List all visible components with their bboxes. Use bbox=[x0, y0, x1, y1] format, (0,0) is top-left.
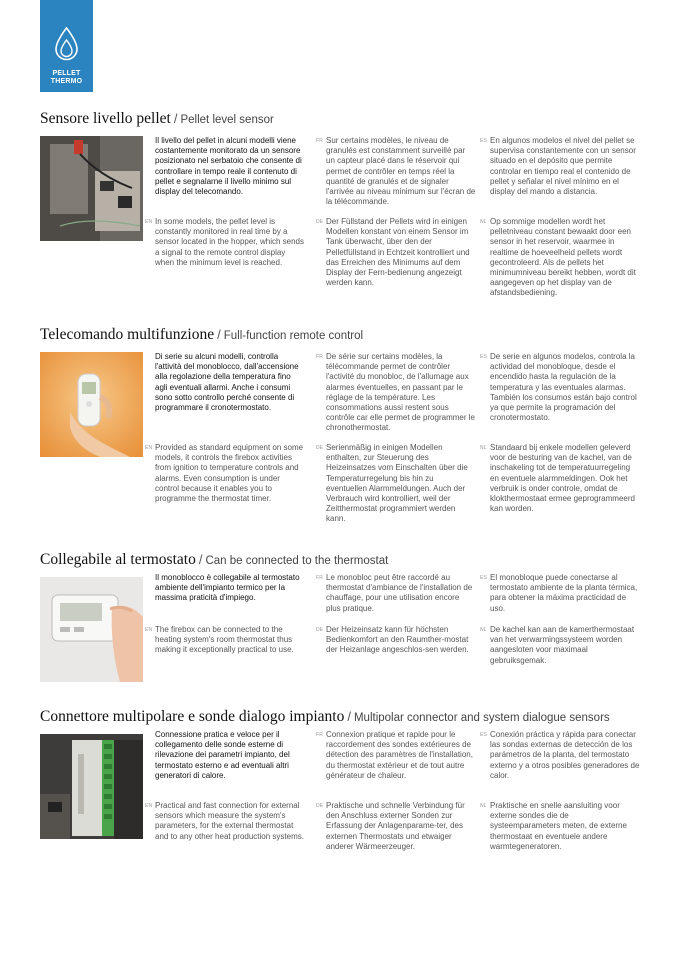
section-title bbox=[40, 708, 610, 726]
lang-code-nl: NL bbox=[480, 219, 487, 225]
text-german bbox=[316, 443, 476, 525]
text-italian: Di serie su alcuni modelli, controlla l'attività del monoblocco, dall'accensione alla regolazione della temperatura fino agli eventuali allarmi. Anche i consumi sono sotto controllo perché consente di programmare il cronotermostato. bbox=[155, 352, 299, 413]
lang-code-en: EN bbox=[145, 219, 153, 225]
text-spanish-body: Conexión práctica y rápida para conectar las sondas externas de detección de los parámetros de la planta, del termostato externo y a otros posibles generadores de calor. bbox=[490, 730, 640, 780]
pellet-sensor-photo bbox=[40, 136, 143, 241]
text-dutch-body: Op sommige modellen wordt het pelletniveau constant bewaakt door een sensor in het reservoir, waarmee in realtime de hoeveelheid pellets wordt gecontroleerd. Als de pellets het minimumniveau bereikt hebben, wordt dit aangegeven op het display van de afstandsbediening. bbox=[490, 217, 636, 298]
wall-thermostat-photo bbox=[40, 577, 143, 682]
title-italian: Sensore livello pellet bbox=[40, 110, 171, 127]
lang-code-fr: FR bbox=[316, 732, 324, 738]
text-dutch-body: Praktische en snelle aansluiting voor externe sondes die de systeemparameters meten, de externe thermostaat en eventuele andere warmtegeneratoren. bbox=[490, 801, 627, 851]
text-english bbox=[145, 801, 305, 842]
lang-code-de: DE bbox=[316, 445, 324, 451]
text-spanish bbox=[480, 136, 640, 197]
title-italian: Telecomando multifunzione bbox=[40, 326, 215, 343]
text-spanish bbox=[480, 730, 640, 781]
text-german-body: Der Heizeinsatz kann für höchsten Bedienkomfort an den Raumther-mostat der Heizanlage angeschlos-sen werden. bbox=[326, 625, 469, 655]
title-separator: / bbox=[198, 552, 203, 567]
lang-code-fr: FR bbox=[316, 138, 324, 144]
badge-line-1: PELLET bbox=[52, 70, 81, 77]
lang-code-de: DE bbox=[316, 627, 324, 633]
text-english-body: Provided as standard equipment on some models, it controls the firebox activities from ignition to temperature controls and alarms. Even consumption is under control because it enables you to programme the thermostat timer. bbox=[155, 443, 304, 504]
text-english-body: Practical and fast connection for external sensors which measure the system's parameters, for the external thermostat and to any other heat production systems. bbox=[155, 801, 304, 841]
lang-code-es: ES bbox=[480, 138, 488, 144]
text-french-body: Connexion pratique et rapide pour le raccordement des sondes extérieures de détection des paramètres de l'installation, du thermostat extérieur et de tout autre générateur de chaleur. bbox=[326, 730, 473, 780]
text-english bbox=[145, 443, 305, 504]
text-german-body: Praktische und schnelle Verbindung für den Anschluss externer Sonden zur Erfassung der Anlagenparame-ter, des externen Thermostats und etwaiger anderer Wärmeerzeuger. bbox=[326, 801, 465, 851]
text-french-body: Sur certains modèles, le niveau de granulés est constamment surveillé par un capteur placé dans le réservoir qui permet de contrôler en temps réel la quantité de granulés et de signaler l'arrivée au niveau minimum sur l'écran de la télécommande. bbox=[326, 136, 476, 207]
text-french-body: De série sur certains modèles, la télécommande permet de contrôler l'activité du monobloc, de l'allumage aux alarmes éventuelles, en passant par le réglage de la température. Les consommations aussi restent sous contrôle car elle permet de programmer le chronothermostat. bbox=[326, 352, 475, 433]
lang-code-en: EN bbox=[145, 627, 153, 633]
text-french bbox=[316, 573, 476, 614]
text-german-body: Serienmäßig in einigen Modellen enthalten, zur Steuerung des Heizeinsatzes vom Einschalten über die Temperaturregelung bis hin zu eventuellen Alarmmeldungen. Auch der Verbrauch wird kontrolliert, weil der Zeitthermostat programmiert werden kann. bbox=[326, 443, 468, 524]
text-italian: Il livello del pellet in alcuni modelli viene costantemente monitorato da un sensore posizionato nel serbatoio che consente di controllare in tempo reale il contenuto di pellet e segnalarne il livello minimo sul display del telecomando. bbox=[155, 136, 302, 197]
text-german-body: Der Füllstand der Pellets wird in einigen Modellen konstant von einem Sensor im Tank überwacht, über den der Pelletfüllstand in Echtzeit kontrolliert und das Erreichen des Minimums auf dem Display der Fern-bedienung angezeigt werden kann. bbox=[326, 217, 470, 288]
title-italian: Connettore multipolare e sonde dialogo impianto bbox=[40, 708, 345, 725]
flame-drop-icon bbox=[53, 26, 80, 62]
text-spanish-body: De serie en algunos modelos, controla la actividad del monobloque, desde el encendido hasta la regulación de la temperatura y las eventuales alarmas. También los consumos están bajo control ya que permite la programación del cronotermostato. bbox=[490, 352, 637, 423]
text-french bbox=[316, 352, 476, 434]
text-german bbox=[316, 625, 476, 656]
section-title bbox=[40, 551, 388, 569]
lang-code-fr: FR bbox=[316, 575, 324, 581]
section-title bbox=[40, 326, 363, 344]
text-german bbox=[316, 801, 476, 852]
text-english-body: In some models, the pellet level is constantly monitored in real time by a sensor located in the hopper, which sends a signal to the remote control display when the minimum level is reached. bbox=[155, 217, 304, 267]
text-english bbox=[145, 217, 305, 268]
text-dutch bbox=[480, 801, 640, 852]
text-spanish bbox=[480, 573, 640, 614]
title-separator: / bbox=[347, 709, 351, 724]
text-english-body: The firebox can be connected to the heating system's room thermostat thus making it exceptionally practical to use. bbox=[155, 625, 294, 655]
brand-badge bbox=[40, 0, 93, 92]
text-german bbox=[316, 217, 476, 288]
section-title bbox=[40, 110, 274, 128]
text-spanish-body: En algunos modelos el nivel del pellet se supervisa constantemente con un sensor situado en el depósito que permite controlar en tiempo real el contenido de pellet y señalar el nivel mínimo en el display del mando a distancia. bbox=[490, 136, 636, 197]
text-english bbox=[145, 625, 305, 656]
text-dutch bbox=[480, 443, 640, 514]
lang-code-fr: FR bbox=[316, 354, 324, 360]
text-dutch bbox=[480, 625, 640, 666]
lang-code-de: DE bbox=[316, 803, 324, 809]
text-spanish-body: El monobloque puede conectarse al termostato ambiente de la planta térmica, para obtener la máxima practicidad de uso. bbox=[490, 573, 638, 613]
lang-code-en: EN bbox=[145, 445, 153, 451]
text-dutch-body: De kachel kan aan de kamerthermostaat van het verwarmingssysteem worden aangesloten voor maximaal gebruiksgemak. bbox=[490, 625, 635, 665]
text-italian: Connessione pratica e veloce per il collegamento delle sonde esterne di rilevazione dei parametri impianto, del termostato esterno e ad eventuali altri generatori di calore. bbox=[155, 730, 290, 780]
title-english: Can be connected to the thermostat bbox=[205, 555, 389, 567]
lang-code-nl: NL bbox=[480, 803, 487, 809]
lang-code-en: EN bbox=[145, 803, 153, 809]
lang-code-es: ES bbox=[480, 732, 488, 738]
text-italian: Il monoblocco è collegabile al termostato ambiente dell'impianto termico per la massima praticità d'impiego. bbox=[155, 573, 300, 603]
badge-line-2: THERMO bbox=[50, 78, 83, 85]
title-separator: / bbox=[217, 327, 221, 342]
lang-code-es: ES bbox=[480, 354, 488, 360]
title-separator: / bbox=[173, 111, 178, 126]
text-dutch-body: Standaard bij enkele modellen geleverd voor de besturing van de kachel, van de inschakeling tot de temperatuurregeling en eventuele alarmmeldingen. Ook het verbruik is onder controle, omdat de klokthermostaat ermee geprogrammeerd kan worden. bbox=[490, 443, 635, 514]
text-french bbox=[316, 730, 476, 781]
title-english: Multipolar connector and system dialogue sensors bbox=[353, 712, 610, 724]
lang-code-es: ES bbox=[480, 575, 488, 581]
lang-code-nl: NL bbox=[480, 627, 487, 633]
title-english: Full-function remote control bbox=[223, 330, 364, 342]
remote-control-photo bbox=[40, 352, 143, 457]
multipolar-connector-photo bbox=[40, 734, 143, 839]
text-french-body: Le monobloc peut être raccordé au thermostat d'ambiance de l'installation de chauffage, pour une utilisation encore plus pratique. bbox=[326, 573, 473, 613]
text-french bbox=[316, 136, 476, 207]
title-italian: Collegabile al termostato bbox=[40, 551, 196, 568]
lang-code-nl: NL bbox=[480, 445, 487, 451]
text-dutch bbox=[480, 217, 640, 299]
title-english: Pellet level sensor bbox=[180, 114, 274, 126]
lang-code-de: DE bbox=[316, 219, 324, 225]
text-spanish bbox=[480, 352, 640, 423]
